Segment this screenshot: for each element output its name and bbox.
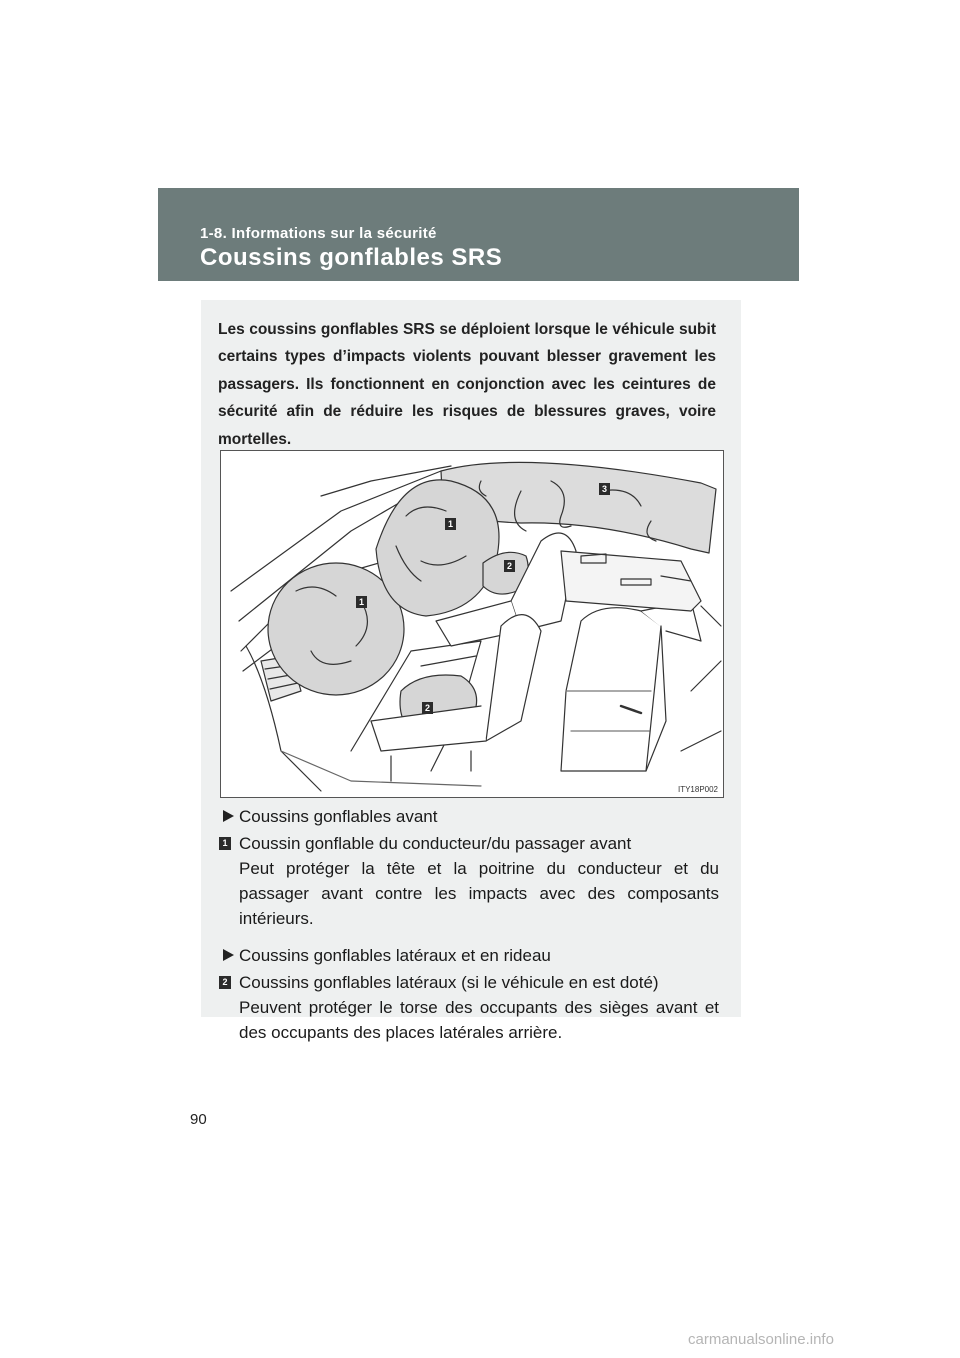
item-number-badge: 2 (219, 976, 231, 989)
item-description: Peuvent protéger le torse des occupants des sièges avant et des occupants des places latérales arrière. (239, 998, 719, 1042)
page-title: Coussins gonflables SRS (200, 244, 503, 271)
section-heading-text: Coussins gonflables latéraux et en rideau (239, 946, 551, 965)
item-number-badge: 1 (219, 837, 231, 850)
callout-number: 1 (445, 518, 456, 530)
section-heading (219, 804, 719, 829)
triangle-arrow-icon (223, 810, 234, 822)
chapter-header (158, 188, 799, 281)
watermark: carmanualsonline.info (688, 1331, 834, 1348)
intro-paragraph: Les coussins gonflables SRS se déploient lorsque le véhicule subit certains types d’impacts violents pouvant blesser gravement les passagers. Ils fonctionnent en conjonction avec les ceintures de sécurité afin de réduire les risques de blessures graves, voire mortelles. (218, 321, 716, 448)
triangle-arrow-icon (223, 949, 234, 961)
airbag-illustration (220, 450, 724, 798)
callout-number: 1 (356, 596, 367, 608)
item-title: Coussins gonflables latéraux (si le véhicule en est doté) (239, 973, 659, 992)
page-number: 90 (190, 1111, 207, 1128)
item-description: Peut protéger la tête et la poitrine du conducteur et du passager avant contre les impacts avec des composants intérieurs. (239, 859, 719, 928)
figure-code: ITY18P002 (677, 785, 718, 794)
airbag-description-list (219, 802, 719, 1045)
section-label: 1-8. Informations sur la sécurité (200, 225, 437, 242)
list-item (219, 970, 719, 1045)
content-panel (201, 300, 741, 1042)
list-item (219, 831, 719, 931)
item-title: Coussin gonflable du conducteur/du passager avant (239, 834, 632, 853)
section-heading (219, 943, 719, 968)
callout-number: 2 (422, 702, 433, 714)
callout-number: 2 (504, 560, 515, 572)
car-interior-drawing (221, 451, 723, 797)
section-heading-text: Coussins gonflables avant (239, 807, 438, 826)
callout-number: 3 (599, 483, 610, 495)
